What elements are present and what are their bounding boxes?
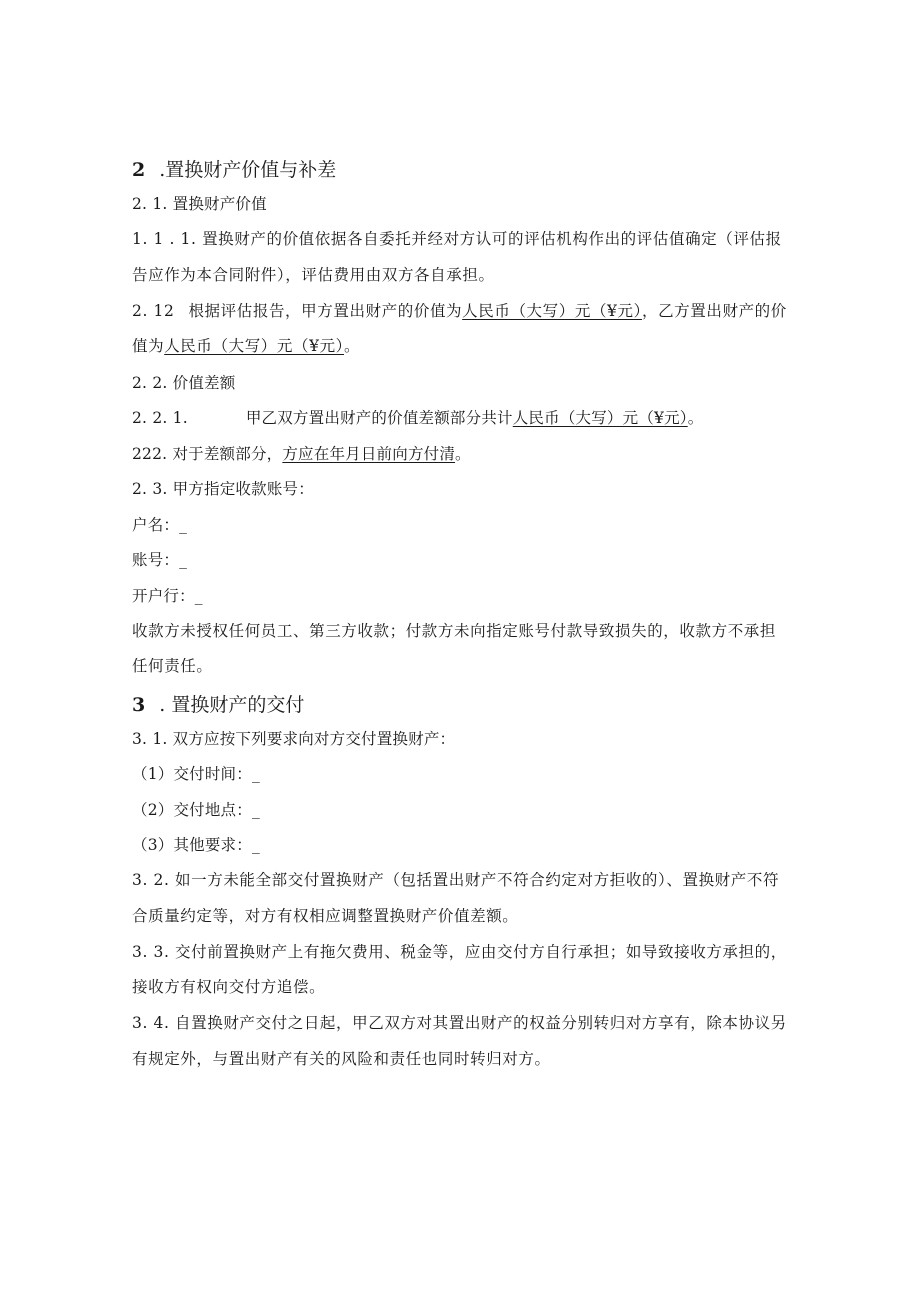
section-2-title: .置换财产价值与补差 — [159, 159, 337, 181]
clause-2-2-1-text-2: 。 — [687, 409, 704, 427]
delivery-place-item: （2）交付地点：_ — [132, 800, 260, 819]
difference-value-blank: 人民币（大写）元（¥元） — [512, 409, 688, 427]
clause-2-2-1 — [132, 408, 792, 428]
clause-3-1: 3. 1. 双方应按下列要求向对方交付置换财产： — [132, 729, 456, 748]
party-b-value-blank: 人民币（大写）元（¥元） — [164, 337, 345, 355]
clause-2-2-2-text-2: 。 — [455, 444, 471, 463]
other-requirements-item: （3）其他要求：_ — [132, 836, 260, 854]
bank-field: 开户行：_ — [132, 586, 203, 605]
clause-2-2-2-text-1: 222. 对于差额部分， — [132, 444, 283, 463]
clause-3-4: 3. 4. 自置换财产交付之日起，甲乙双方对其置出财产的权益分别转归对方享有，除本协议另有规定外，与置出财产有关的风险和责任也同时转归对方。 — [132, 1014, 787, 1068]
section-3-title: . 置换财产的交付 — [159, 693, 305, 716]
section-2-heading — [132, 158, 792, 182]
section-3-number: 3 — [132, 693, 146, 716]
section-3-heading — [132, 693, 792, 717]
party-a-value-blank: 人民币（大写）元（¥元） — [462, 301, 642, 320]
clause-2-1-2-number: 2. 12 — [132, 301, 175, 320]
clause-2-3: 2. 3. 甲方指定收款账号： — [132, 480, 314, 498]
clause-2-2-1-text-1: 甲乙双方置出财产的价值差额部分共计 — [245, 409, 513, 427]
clause-3-3: 3. 3. 交付前置换财产上有拖欠费用、税金等，应由交付方自行承担；如导致接收方承担的，接收方有权向交付方追偿。 — [132, 942, 787, 996]
payment-notice: 收款方未授权任何员工、第三方收款；付款方未向指定账号付款导致损失的，收款方不承担任何责任。 — [132, 621, 777, 675]
clause-2-1: 2. 1. 置换财产价值 — [132, 195, 267, 213]
clause-3-2: 3. 2. 如一方未能全部交付置换财产（包括置出财产不符合约定对方拒收的）、置换财产不符合质量约定等，对方有权相应调整置换财产价值差额。 — [132, 871, 780, 925]
clause-2-2-2 — [132, 444, 792, 464]
section-2-number: 2 — [132, 159, 146, 181]
account-number-field: 账号：_ — [132, 551, 188, 569]
document-page — [132, 158, 792, 1085]
clause-2-2-1-number: 2. 2. 1. — [132, 409, 188, 427]
clause-2-1-2 — [132, 294, 792, 365]
delivery-time-item: （1）交付时间：_ — [132, 765, 260, 783]
payment-deadline-blank: 方应在年月日前向方付清 — [282, 444, 456, 463]
clause-2-1-2-text-2: ，乙方置出财产的价值为 — [132, 301, 787, 355]
clause-2-1-2-text-3: 。 — [344, 337, 361, 355]
clause-2-1-1: 1. 1 . 1. 置换财产的价值依据各自委托并经对方认可的评估机构作出的评估值确定（评估报告应作为本合同附件），评估费用由双方各自承担。 — [132, 230, 782, 284]
account-name-field: 户名：_ — [132, 515, 188, 534]
clause-2-2: 2. 2. 价值差额 — [132, 373, 236, 392]
clause-2-1-2-text-1: 根据评估报告，甲方置出财产的价值为 — [188, 301, 463, 320]
